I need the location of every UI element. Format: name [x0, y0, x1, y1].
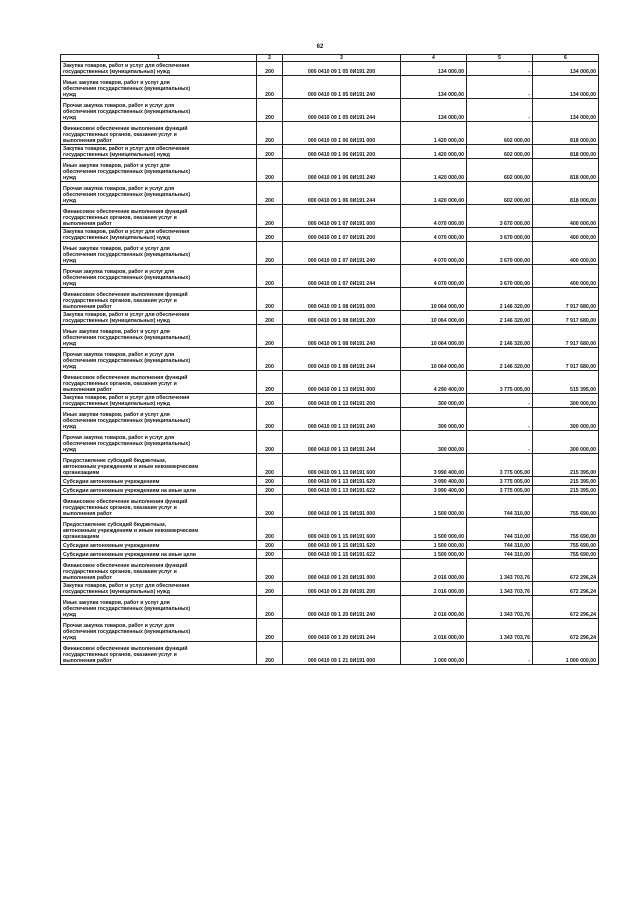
column-header: 6 — [533, 55, 599, 62]
table-row — [61, 325, 599, 348]
row-approved-amount: 134 000,00 — [401, 99, 467, 122]
row-name: Прочая закупка товаров, работ и услуг для обеспечения государственных (муниципальных) нужд — [61, 99, 257, 122]
row-code: 200 — [257, 394, 283, 408]
row-remaining-amount: 400 000,00 — [533, 205, 599, 228]
table-row — [61, 541, 599, 550]
row-name: Прочая закупка товаров, работ и услуг для обеспечения государственных (муниципальных) нужд — [61, 348, 257, 371]
row-remaining-amount: 755 690,00 — [533, 495, 599, 518]
table-row — [61, 394, 599, 408]
row-classification-code: 000 0410 09 1 08 0И191 240 — [283, 325, 401, 348]
row-classification-code: 000 0410 09 1 13 0И191 244 — [283, 431, 401, 454]
row-remaining-amount: 134 000,00 — [533, 62, 599, 76]
table-row — [61, 145, 599, 159]
row-name: Закупка товаров, работ и услуг для обеспечения государственных (муниципальных) нужд — [61, 311, 257, 325]
row-approved-amount: 1 500 000,00 — [401, 541, 467, 550]
row-classification-code: 000 0410 09 1 13 0И191 240 — [283, 408, 401, 431]
row-classification-code: 000 0410 09 1 21 0И191 000 — [283, 642, 401, 665]
row-remaining-amount: 134 000,00 — [533, 99, 599, 122]
row-approved-amount: 10 064 000,00 — [401, 325, 467, 348]
row-code: 200 — [257, 182, 283, 205]
row-executed-amount: 3 670 000,00 — [467, 228, 533, 242]
row-code: 200 — [257, 288, 283, 311]
row-remaining-amount: 215 395,00 — [533, 477, 599, 486]
row-remaining-amount: 134 000,00 — [533, 76, 599, 99]
column-header: 2 — [257, 55, 283, 62]
row-approved-amount: 1 420 000,00 — [401, 182, 467, 205]
row-executed-amount: 2 146 320,00 — [467, 348, 533, 371]
row-code: 200 — [257, 642, 283, 665]
row-code: 200 — [257, 62, 283, 76]
budget-table — [60, 54, 599, 665]
row-approved-amount: 300 000,00 — [401, 408, 467, 431]
table-row — [61, 550, 599, 559]
row-approved-amount: 1 500 000,00 — [401, 518, 467, 541]
row-code: 200 — [257, 431, 283, 454]
table-row — [61, 596, 599, 619]
page-number: 62 — [316, 44, 324, 50]
row-classification-code: 000 0410 09 1 05 0И191 240 — [283, 76, 401, 99]
row-classification-code: 000 0410 09 1 13 0И191 622 — [283, 486, 401, 495]
row-executed-amount: 3 775 005,00 — [467, 371, 533, 394]
row-executed-amount: 744 310,00 — [467, 541, 533, 550]
row-remaining-amount: 7 917 680,00 — [533, 325, 599, 348]
table-row — [61, 99, 599, 122]
table-row — [61, 205, 599, 228]
row-code: 200 — [257, 122, 283, 145]
row-remaining-amount: 300 000,00 — [533, 431, 599, 454]
column-header: 3 — [283, 55, 401, 62]
row-name: Финансовое обеспечение выполнения функций государственных органов, оказания услуг и выполнения работ — [61, 205, 257, 228]
row-code: 200 — [257, 228, 283, 242]
row-remaining-amount: 215 395,00 — [533, 454, 599, 477]
row-executed-amount: 602 000,00 — [467, 159, 533, 182]
row-name: Закупка товаров, работ и услуг для обеспечения государственных (муниципальных) нужд — [61, 394, 257, 408]
row-approved-amount: 10 064 000,00 — [401, 311, 467, 325]
row-classification-code: 000 0410 09 1 07 0И191 240 — [283, 242, 401, 265]
row-name: Иные закупки товаров, работ и услуг для обеспечения государственных (муниципальных) нужд — [61, 596, 257, 619]
table-row — [61, 371, 599, 394]
column-header: 5 — [467, 55, 533, 62]
row-approved-amount: 300 000,00 — [401, 394, 467, 408]
row-code: 200 — [257, 541, 283, 550]
row-executed-amount: 3 670 000,00 — [467, 242, 533, 265]
table-row — [61, 582, 599, 596]
row-remaining-amount: 300 000,00 — [533, 408, 599, 431]
row-code: 200 — [257, 265, 283, 288]
table-row — [61, 431, 599, 454]
row-code: 200 — [257, 311, 283, 325]
row-approved-amount: 4 070 000,00 — [401, 265, 467, 288]
row-classification-code: 000 0410 09 1 07 0И191 000 — [283, 205, 401, 228]
row-approved-amount: 2 016 000,00 — [401, 559, 467, 582]
row-approved-amount: 1 500 000,00 — [401, 550, 467, 559]
row-code: 200 — [257, 371, 283, 394]
row-name: Предоставление субсидий бюджетным, автономным учреждениям и иным некоммерческим организациям — [61, 454, 257, 477]
header-row — [61, 55, 599, 62]
row-classification-code: 000 0410 09 1 08 0И191 244 — [283, 348, 401, 371]
row-executed-amount: 602 000,00 — [467, 122, 533, 145]
column-header: 1 — [61, 55, 257, 62]
row-name: Иные закупки товаров, работ и услуг для обеспечения государственных (муниципальных) нужд — [61, 325, 257, 348]
row-approved-amount: 1 420 000,00 — [401, 122, 467, 145]
row-remaining-amount: 818 000,00 — [533, 159, 599, 182]
row-classification-code: 000 0410 09 1 05 0И191 244 — [283, 99, 401, 122]
row-name: Закупка товаров, работ и услуг для обеспечения государственных (муниципальных) нужд — [61, 62, 257, 76]
row-executed-amount: 3 670 000,00 — [467, 205, 533, 228]
row-approved-amount: 10 064 000,00 — [401, 288, 467, 311]
row-code: 200 — [257, 550, 283, 559]
row-name: Иные закупки товаров, работ и услуг для обеспечения государственных (муниципальных) нужд — [61, 408, 257, 431]
table-row — [61, 477, 599, 486]
row-name: Субсидии автономным учреждениям — [61, 477, 257, 486]
row-executed-amount: - — [467, 62, 533, 76]
row-name: Закупка товаров, работ и услуг для обеспечения государственных (муниципальных) нужд — [61, 228, 257, 242]
row-executed-amount: - — [467, 431, 533, 454]
row-name: Закупка товаров, работ и услуг для обеспечения государственных (муниципальных) нужд — [61, 145, 257, 159]
row-classification-code: 000 0410 09 1 13 0И191 000 — [283, 371, 401, 394]
row-code: 200 — [257, 596, 283, 619]
row-executed-amount: 744 310,00 — [467, 518, 533, 541]
row-classification-code: 000 0410 09 1 05 0И191 200 — [283, 62, 401, 76]
row-remaining-amount: 7 917 680,00 — [533, 348, 599, 371]
row-executed-amount: 2 146 320,00 — [467, 311, 533, 325]
row-name: Закупка товаров, работ и услуг для обеспечения государственных (муниципальных) нужд — [61, 582, 257, 596]
table-row — [61, 311, 599, 325]
row-executed-amount: 3 775 005,00 — [467, 454, 533, 477]
row-code: 200 — [257, 159, 283, 182]
row-executed-amount: 2 146 320,00 — [467, 325, 533, 348]
row-remaining-amount: 400 000,00 — [533, 265, 599, 288]
row-name: Иные закупки товаров, работ и услуг для обеспечения государственных (муниципальных) нужд — [61, 242, 257, 265]
row-approved-amount: 4 070 000,00 — [401, 205, 467, 228]
row-name: Прочая закупка товаров, работ и услуг для обеспечения государственных (муниципальных) нужд — [61, 265, 257, 288]
row-remaining-amount: 400 000,00 — [533, 242, 599, 265]
row-remaining-amount: 755 690,00 — [533, 541, 599, 550]
row-approved-amount: 1 000 000,00 — [401, 642, 467, 665]
row-classification-code: 000 0410 09 1 08 0И191 200 — [283, 311, 401, 325]
row-classification-code: 000 0410 09 1 06 0И191 000 — [283, 122, 401, 145]
table-row — [61, 642, 599, 665]
row-remaining-amount: 7 917 680,00 — [533, 288, 599, 311]
row-name: Финансовое обеспечение выполнения функций государственных органов, оказания услуг и выполнения работ — [61, 559, 257, 582]
row-approved-amount: 2 016 000,00 — [401, 596, 467, 619]
row-classification-code: 000 0410 09 1 20 0И191 244 — [283, 619, 401, 642]
row-name: Финансовое обеспечение выполнения функций государственных органов, оказания услуг и выполнения работ — [61, 495, 257, 518]
row-code: 200 — [257, 408, 283, 431]
row-executed-amount: - — [467, 99, 533, 122]
row-executed-amount: - — [467, 408, 533, 431]
table-row — [61, 559, 599, 582]
row-classification-code: 000 0410 09 1 13 0И191 200 — [283, 394, 401, 408]
table-row — [61, 62, 599, 76]
row-code: 200 — [257, 348, 283, 371]
row-classification-code: 000 0410 09 1 15 0И191 622 — [283, 550, 401, 559]
table-row — [61, 228, 599, 242]
row-remaining-amount: 400 000,00 — [533, 228, 599, 242]
table-row — [61, 76, 599, 99]
row-remaining-amount: 755 690,00 — [533, 550, 599, 559]
row-executed-amount: 1 343 703,76 — [467, 596, 533, 619]
row-classification-code: 000 0410 09 1 20 0И191 200 — [283, 582, 401, 596]
row-executed-amount: - — [467, 642, 533, 665]
row-code: 200 — [257, 145, 283, 159]
table-row — [61, 518, 599, 541]
row-name: Прочая закупка товаров, работ и услуг для обеспечения государственных (муниципальных) нужд — [61, 182, 257, 205]
row-executed-amount: - — [467, 394, 533, 408]
table-row — [61, 159, 599, 182]
row-remaining-amount: 515 395,00 — [533, 371, 599, 394]
row-remaining-amount: 672 296,24 — [533, 582, 599, 596]
row-code: 200 — [257, 495, 283, 518]
row-code: 200 — [257, 477, 283, 486]
row-code: 200 — [257, 454, 283, 477]
row-classification-code: 000 0410 09 1 15 0И191 600 — [283, 518, 401, 541]
table-row — [61, 495, 599, 518]
row-approved-amount: 3 990 400,00 — [401, 477, 467, 486]
row-name: Финансовое обеспечение выполнения функций государственных органов, оказания услуг и выполнения работ — [61, 642, 257, 665]
row-name: Иные закупки товаров, работ и услуг для обеспечения государственных (муниципальных) нужд — [61, 76, 257, 99]
row-name: Субсидии автономным учреждениям — [61, 541, 257, 550]
row-name: Субсидии автономным учреждениям на иные цели — [61, 486, 257, 495]
row-code: 200 — [257, 486, 283, 495]
row-approved-amount: 134 000,00 — [401, 62, 467, 76]
table-row — [61, 122, 599, 145]
row-name: Финансовое обеспечения выполнения функций государственных органов, оказания услуг и выполнения работ — [61, 288, 257, 311]
row-classification-code: 000 0410 09 1 06 0И191 244 — [283, 182, 401, 205]
table-row — [61, 242, 599, 265]
row-remaining-amount: 672 296,24 — [533, 559, 599, 582]
row-name: Субсидии автономным учреждениям на иные цели — [61, 550, 257, 559]
row-classification-code: 000 0410 09 1 13 0И191 600 — [283, 454, 401, 477]
row-code: 200 — [257, 582, 283, 596]
row-approved-amount: 1 500 000,00 — [401, 495, 467, 518]
row-code: 200 — [257, 242, 283, 265]
row-remaining-amount: 818 000,00 — [533, 182, 599, 205]
table-row — [61, 454, 599, 477]
row-code: 200 — [257, 205, 283, 228]
row-remaining-amount: 7 917 680,00 — [533, 311, 599, 325]
row-classification-code: 000 0410 09 1 07 0И191 244 — [283, 265, 401, 288]
row-approved-amount: 3 990 400,00 — [401, 454, 467, 477]
row-name: Предоставление субсидий бюджетным, автономным учреждениям и иным некоммерческим организациям — [61, 518, 257, 541]
row-code: 200 — [257, 559, 283, 582]
row-executed-amount: 602 000,00 — [467, 145, 533, 159]
row-code: 200 — [257, 76, 283, 99]
row-classification-code: 000 0410 09 1 08 0И191 000 — [283, 288, 401, 311]
row-executed-amount: 1 343 703,76 — [467, 559, 533, 582]
row-classification-code: 000 0410 09 1 15 0И191 000 — [283, 495, 401, 518]
row-executed-amount: 744 310,00 — [467, 550, 533, 559]
row-classification-code: 000 0410 09 1 20 0И191 000 — [283, 559, 401, 582]
row-executed-amount: 1 343 703,76 — [467, 582, 533, 596]
table-row — [61, 348, 599, 371]
row-remaining-amount: 300 000,00 — [533, 394, 599, 408]
row-approved-amount: 1 420 000,00 — [401, 159, 467, 182]
row-classification-code: 000 0410 09 1 20 0И191 240 — [283, 596, 401, 619]
row-name: Финансовое обеспечение выполнения функций государственных органов, оказания услуг и выполнения работ — [61, 371, 257, 394]
row-executed-amount: 3 775 005,00 — [467, 477, 533, 486]
row-remaining-amount: 818 000,00 — [533, 122, 599, 145]
row-classification-code: 000 0410 09 1 06 0И191 200 — [283, 145, 401, 159]
table-row — [61, 408, 599, 431]
row-remaining-amount: 818 000,00 — [533, 145, 599, 159]
row-approved-amount: 300 000,00 — [401, 431, 467, 454]
row-approved-amount: 2 016 000,00 — [401, 619, 467, 642]
table-row — [61, 619, 599, 642]
row-name: Прочая закупка товаров, работ и услуг для обеспечения государственных (муниципальных) нужд — [61, 619, 257, 642]
row-executed-amount: 602 000,00 — [467, 182, 533, 205]
row-code: 200 — [257, 619, 283, 642]
row-approved-amount: 10 064 000,00 — [401, 348, 467, 371]
row-executed-amount: 2 146 320,00 — [467, 288, 533, 311]
table-row — [61, 182, 599, 205]
row-classification-code: 000 0410 09 1 13 0И191 620 — [283, 477, 401, 486]
row-executed-amount: 3 670 000,00 — [467, 265, 533, 288]
row-approved-amount: 4 070 000,00 — [401, 242, 467, 265]
row-remaining-amount: 1 000 000,00 — [533, 642, 599, 665]
row-approved-amount: 2 016 000,00 — [401, 582, 467, 596]
table-row — [61, 486, 599, 495]
row-code: 200 — [257, 518, 283, 541]
row-remaining-amount: 215 395,00 — [533, 486, 599, 495]
row-executed-amount: - — [467, 76, 533, 99]
table-row — [61, 265, 599, 288]
row-approved-amount: 4 290 400,00 — [401, 371, 467, 394]
row-executed-amount: 1 343 703,76 — [467, 619, 533, 642]
table-row — [61, 288, 599, 311]
row-name: Иные закупки товаров, работ и услуг для обеспечения государственных (муниципальных) нужд — [61, 159, 257, 182]
row-approved-amount: 4 070 000,00 — [401, 228, 467, 242]
row-remaining-amount: 755 690,00 — [533, 518, 599, 541]
row-approved-amount: 3 990 400,00 — [401, 486, 467, 495]
row-name: Финансовое обеспечение выполнения функций государственных органов, оказания услуг и выполнения работ — [61, 122, 257, 145]
row-code: 200 — [257, 325, 283, 348]
row-remaining-amount: 672 296,24 — [533, 619, 599, 642]
row-code: 200 — [257, 99, 283, 122]
column-header: 4 — [401, 55, 467, 62]
row-executed-amount: 3 775 005,00 — [467, 486, 533, 495]
row-remaining-amount: 672 296,24 — [533, 596, 599, 619]
row-classification-code: 000 0410 09 1 07 0И191 200 — [283, 228, 401, 242]
row-executed-amount: 744 310,00 — [467, 495, 533, 518]
row-approved-amount: 134 000,00 — [401, 76, 467, 99]
row-classification-code: 000 0410 09 1 06 0И191 240 — [283, 159, 401, 182]
row-name: Прочая закупка товаров, работ и услуг для обеспечения государственных (муниципальных) нужд — [61, 431, 257, 454]
row-approved-amount: 1 420 000,00 — [401, 145, 467, 159]
row-classification-code: 000 0410 09 1 15 0И191 620 — [283, 541, 401, 550]
